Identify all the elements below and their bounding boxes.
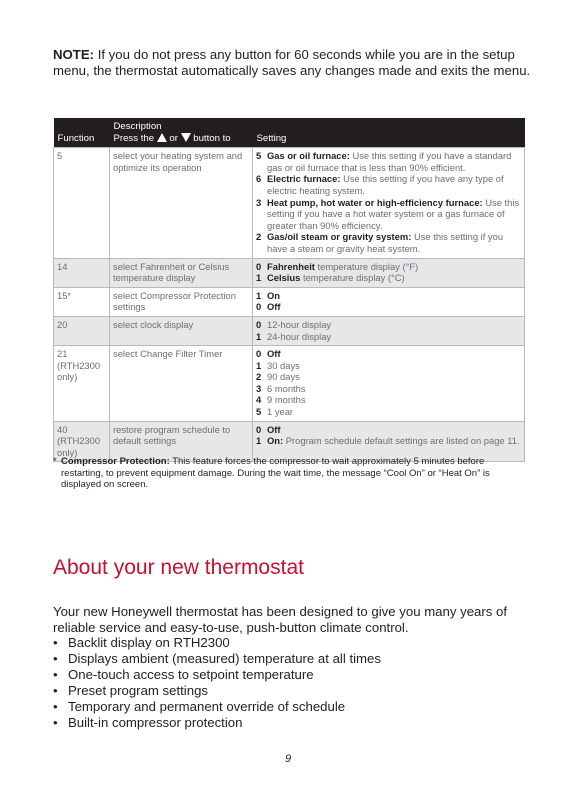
option-text [267,272,405,284]
option-description: 30 days [267,359,300,371]
option-name: Off [267,348,281,360]
option-text [267,435,520,447]
option-text [267,319,331,331]
option-description: 1 year [267,406,294,418]
setting-option [256,272,521,284]
feature-text: Displays ambient (measured) temperature at all times [68,651,381,666]
option-name: Celsius [267,272,301,284]
setting-option [256,406,521,418]
setting-option [256,348,521,360]
setting-option [256,383,521,395]
feature-item [53,715,381,731]
option-value: 1 [256,330,262,342]
option-value: 0 [256,423,262,435]
feature-item [53,651,381,667]
option-text [267,371,300,383]
feature-text: One-touch access to setpoint temperature [68,667,314,682]
feature-list [53,635,381,731]
function-description: restore program schedule to default settings [110,421,253,462]
option-text [267,301,281,313]
option-value: 5 [256,150,262,162]
page-number: 9 [285,753,292,765]
feature-text: Temporary and permanent override of schedule [68,699,346,714]
option-name: Gas or oil furnace: [267,150,350,162]
table-header-row [54,118,525,148]
option-description: temperature display (°F) [314,260,419,272]
function-description: select Fahrenheit or Celsius temperature display [110,258,253,287]
footnote-star: * [53,456,57,467]
footnote-body [61,456,528,491]
setting-options [253,346,525,422]
setting-option [256,435,521,447]
setting-option [256,301,521,313]
option-value: 2 [256,371,262,383]
option-name: Fahrenheit [267,260,315,272]
bullet-mark: • [53,715,58,730]
option-name: Off [267,301,281,313]
note-label: NOTE: [53,47,95,62]
option-text [267,231,521,254]
option-text [267,406,293,418]
option-description: 6 months [267,382,306,394]
setting-option [256,424,521,436]
bullet-mark: • [53,667,58,682]
table-row [54,316,525,345]
option-description: 90 days [267,371,300,383]
option-value: 0 [256,348,262,360]
section-intro: Your new Honeywell thermostat has been designed to give you many years of reliable service and easy-to-use, push-button climate control. [53,604,508,635]
option-value: 1 [256,272,262,284]
setting-options [253,316,525,345]
option-description: 9 months [267,394,306,406]
option-description: Use this setting if you have a steam or gravity heat system. [267,231,504,254]
footnote-label: Compressor Protection: [61,456,170,467]
option-text [267,383,306,395]
option-value: 3 [256,382,262,394]
option-name: On: [267,435,284,447]
header-description-or: or [166,132,181,144]
option-value: 0 [256,301,262,313]
header-description-press: Press the [113,132,157,144]
option-name: Heat pump, hot water or high-efficiency furnace: [267,196,483,208]
header-description [110,118,253,148]
option-value: 4 [256,394,262,406]
function-number: 21 (RTH2300 only) [54,346,110,422]
setting-options [253,148,525,258]
table-row [54,346,525,422]
compressor-footnote [53,456,528,491]
option-value: 1 [256,359,262,371]
feature-item [53,667,381,683]
option-value: 0 [256,318,262,330]
option-value: 0 [256,260,262,272]
option-text [267,290,280,302]
note-text: If you do not press any button for 60 seconds while you are in the setup menu, the thermostat automatically saves any changes made and exits the menu. [53,47,531,78]
setting-option [256,261,521,273]
setting-option [256,197,521,232]
option-name: Electric furnace: [267,173,341,185]
function-description: select Compressor Protection settings [110,287,253,316]
option-description: Use this setting if you have any type of electric heating system. [267,173,504,196]
header-setting: Setting [253,118,525,148]
function-number: 5 [54,148,110,258]
option-description: Use this setting if you have a hot water system or a gas furnace of greater than 90% efficiency. [267,196,520,231]
option-name: On [267,289,281,301]
table-body [54,148,525,462]
setting-option [256,331,521,343]
option-text [267,197,521,232]
option-description: temperature display (°C) [300,272,405,284]
option-value: 1 [256,435,262,447]
option-text [267,394,306,406]
option-description: Use this setting if you have a standard gas or oil furnace that is less than 90% efficient. [267,150,512,173]
option-text [267,424,281,436]
function-number: 40 (RTH2300 only) [54,421,110,462]
bullet-mark: • [53,683,58,698]
setting-option [256,150,521,173]
setting-option [256,290,521,302]
option-text [267,261,418,273]
function-number: 15* [54,287,110,316]
table-row [54,287,525,316]
function-settings-table [53,118,525,462]
setting-option [256,360,521,372]
bullet-mark: • [53,699,58,714]
feature-item [53,699,381,715]
header-description-tail: button to [190,132,231,144]
option-text [267,360,300,372]
table-row [54,148,525,258]
setting-options [253,258,525,287]
option-description: Program schedule default settings are listed on page 11. [283,435,520,447]
option-text [267,150,521,173]
option-value: 5 [256,406,262,418]
function-number: 20 [54,316,110,345]
up-triangle-icon [157,133,167,142]
table-row [54,258,525,287]
option-description: 12-hour display [267,318,332,330]
setting-option [256,173,521,196]
function-description: select Change Filter Timer [110,346,253,422]
setting-options [253,287,525,316]
option-value: 2 [256,231,262,243]
setting-option [256,394,521,406]
setting-option [256,371,521,383]
setting-option [256,319,521,331]
option-text [267,348,281,360]
option-value: 3 [256,196,262,208]
option-text [267,173,521,196]
bullet-mark: • [53,651,58,666]
option-description: 24-hour display [267,330,332,342]
feature-text: Backlit display on RTH2300 [68,635,230,650]
feature-text: Built-in compressor protection [68,715,243,730]
section-title: About your new thermostat [53,556,304,579]
header-function: Function [54,118,110,148]
bullet-mark: • [53,635,58,650]
setting-option [256,231,521,254]
option-value: 6 [256,173,262,185]
down-triangle-icon [181,133,191,142]
header-description-line1: Description [113,121,162,132]
option-name: Gas/oil steam or gravity system: [267,231,412,243]
feature-text: Preset program settings [68,683,208,698]
option-text [267,331,331,343]
function-description: select clock display [110,316,253,345]
function-number: 14 [54,258,110,287]
feature-item [53,683,381,699]
option-value: 1 [256,289,262,301]
feature-item [53,635,381,651]
footnote-text: This feature forces the compressor to wait approximately 5 minutes before restarting, to prevent equipment damage. During the wait time, the message “Cool On” or “Heat On” is displayed on screen. [61,456,490,491]
setup-note [53,47,533,79]
option-name: Off [267,423,281,435]
function-description: select your heating system and optimize its operation [110,148,253,258]
